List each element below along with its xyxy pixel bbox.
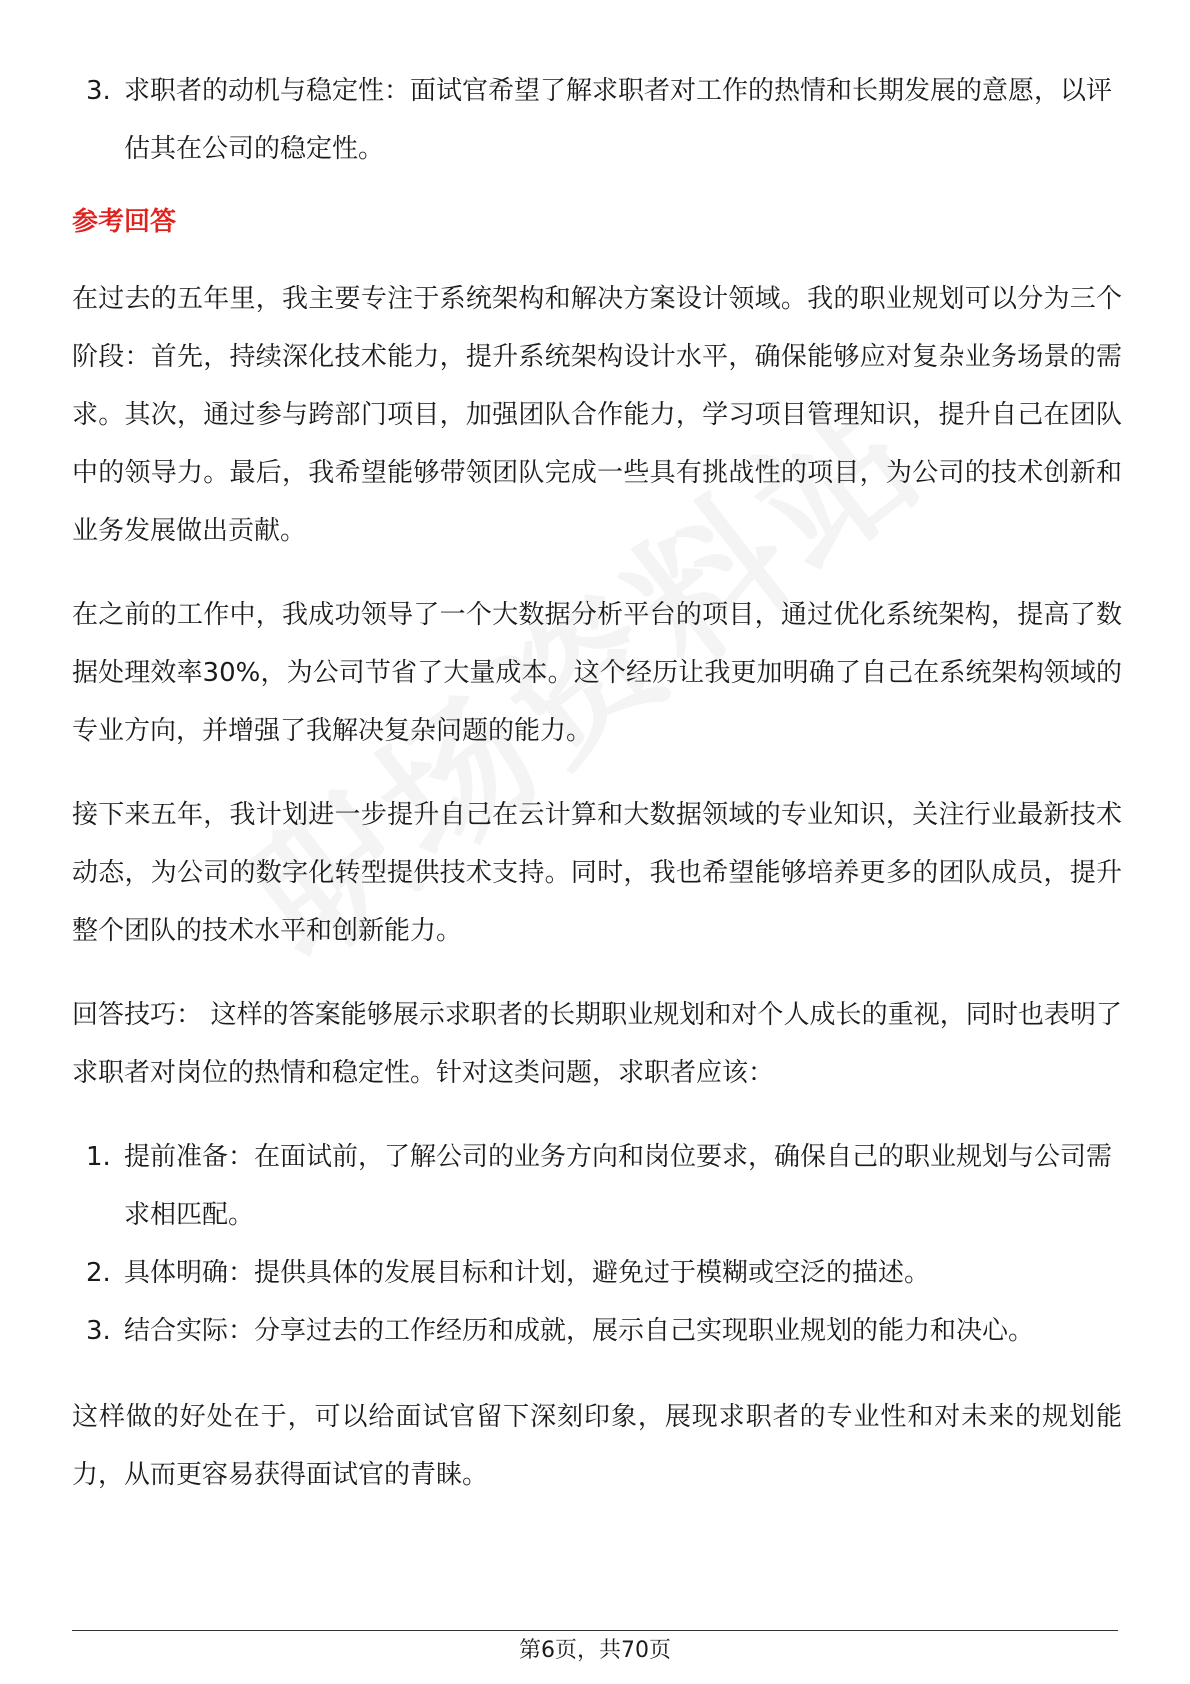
answer-paragraph: 在过去的五年里，我主要专注于系统架构和解决方案设计领域。我的职业规划可以分为三个阶段：首先，持续深化技术能力，提升系统架构设计水平，确保能够应对复杂业务场景的需求。其次，通过参与跨部门项目，加强团队合作能力，学习项目管理知识，提升自己在团队中的领导力。最后，我希望能够带领团队完成一些具有挑战性的项目，为公司的技术创新和业务发展做出贡献。 xyxy=(72,284,1122,546)
page-number: 第6页，共70页 xyxy=(519,1638,671,1663)
document-body xyxy=(72,62,1122,1530)
reference-answer-heading: 参考回答 xyxy=(72,207,177,237)
list-item-text: 具体明确：提供具体的发展目标和计划，避免过于模糊或空泛的描述。 xyxy=(124,1258,931,1288)
list-item xyxy=(72,1128,1122,1244)
list-item-text: 求职者的动机与稳定性：面试官希望了解求职者对工作的热情和长期发展的意愿，以评估其在公司的稳定性。 xyxy=(124,76,1113,164)
list-item-number: 2. xyxy=(86,1258,111,1288)
list-item xyxy=(72,1302,1122,1360)
list-item-number: 3. xyxy=(86,1316,111,1346)
list-item-number: 1. xyxy=(86,1142,111,1172)
motivation-list xyxy=(72,62,1122,178)
closing-paragraph: 这样做的好处在于，可以给面试官留下深刻印象，展现求职者的专业性和对未来的规划能力，从而更容易获得面试官的青睐。 xyxy=(72,1402,1122,1490)
list-item-text: 结合实际：分享过去的工作经历和成就，展示自己实现职业规划的能力和决心。 xyxy=(124,1316,1035,1346)
footer-divider xyxy=(72,1630,1118,1631)
list-item-number: 3. xyxy=(86,76,111,106)
list-item xyxy=(72,1244,1122,1302)
answer-paragraph: 在之前的工作中，我成功领导了一个大数据分析平台的项目，通过优化系统架构，提高了数据处理效率30%，为公司节省了大量成本。这个经历让我更加明确了自己在系统架构领域的专业方向，并增强了我解决复杂问题的能力。 xyxy=(72,600,1122,746)
list-item xyxy=(72,62,1122,178)
answer-paragraph: 接下来五年，我计划进一步提升自己在云计算和大数据领域的专业知识，关注行业最新技术动态，为公司的数字化转型提供技术支持。同时，我也希望能够培养更多的团队成员，提升整个团队的技术水平和创新能力。 xyxy=(72,800,1122,946)
tips-intro-paragraph: 回答技巧： 这样的答案能够展示求职者的长期职业规划和对个人成长的重视，同时也表明了求职者对岗位的热情和稳定性。针对这类问题，求职者应该： xyxy=(72,1000,1122,1088)
list-item-text: 提前准备：在面试前，了解公司的业务方向和岗位要求，确保自己的职业规划与公司需求相匹配。 xyxy=(124,1142,1113,1230)
tips-list xyxy=(72,1128,1122,1360)
